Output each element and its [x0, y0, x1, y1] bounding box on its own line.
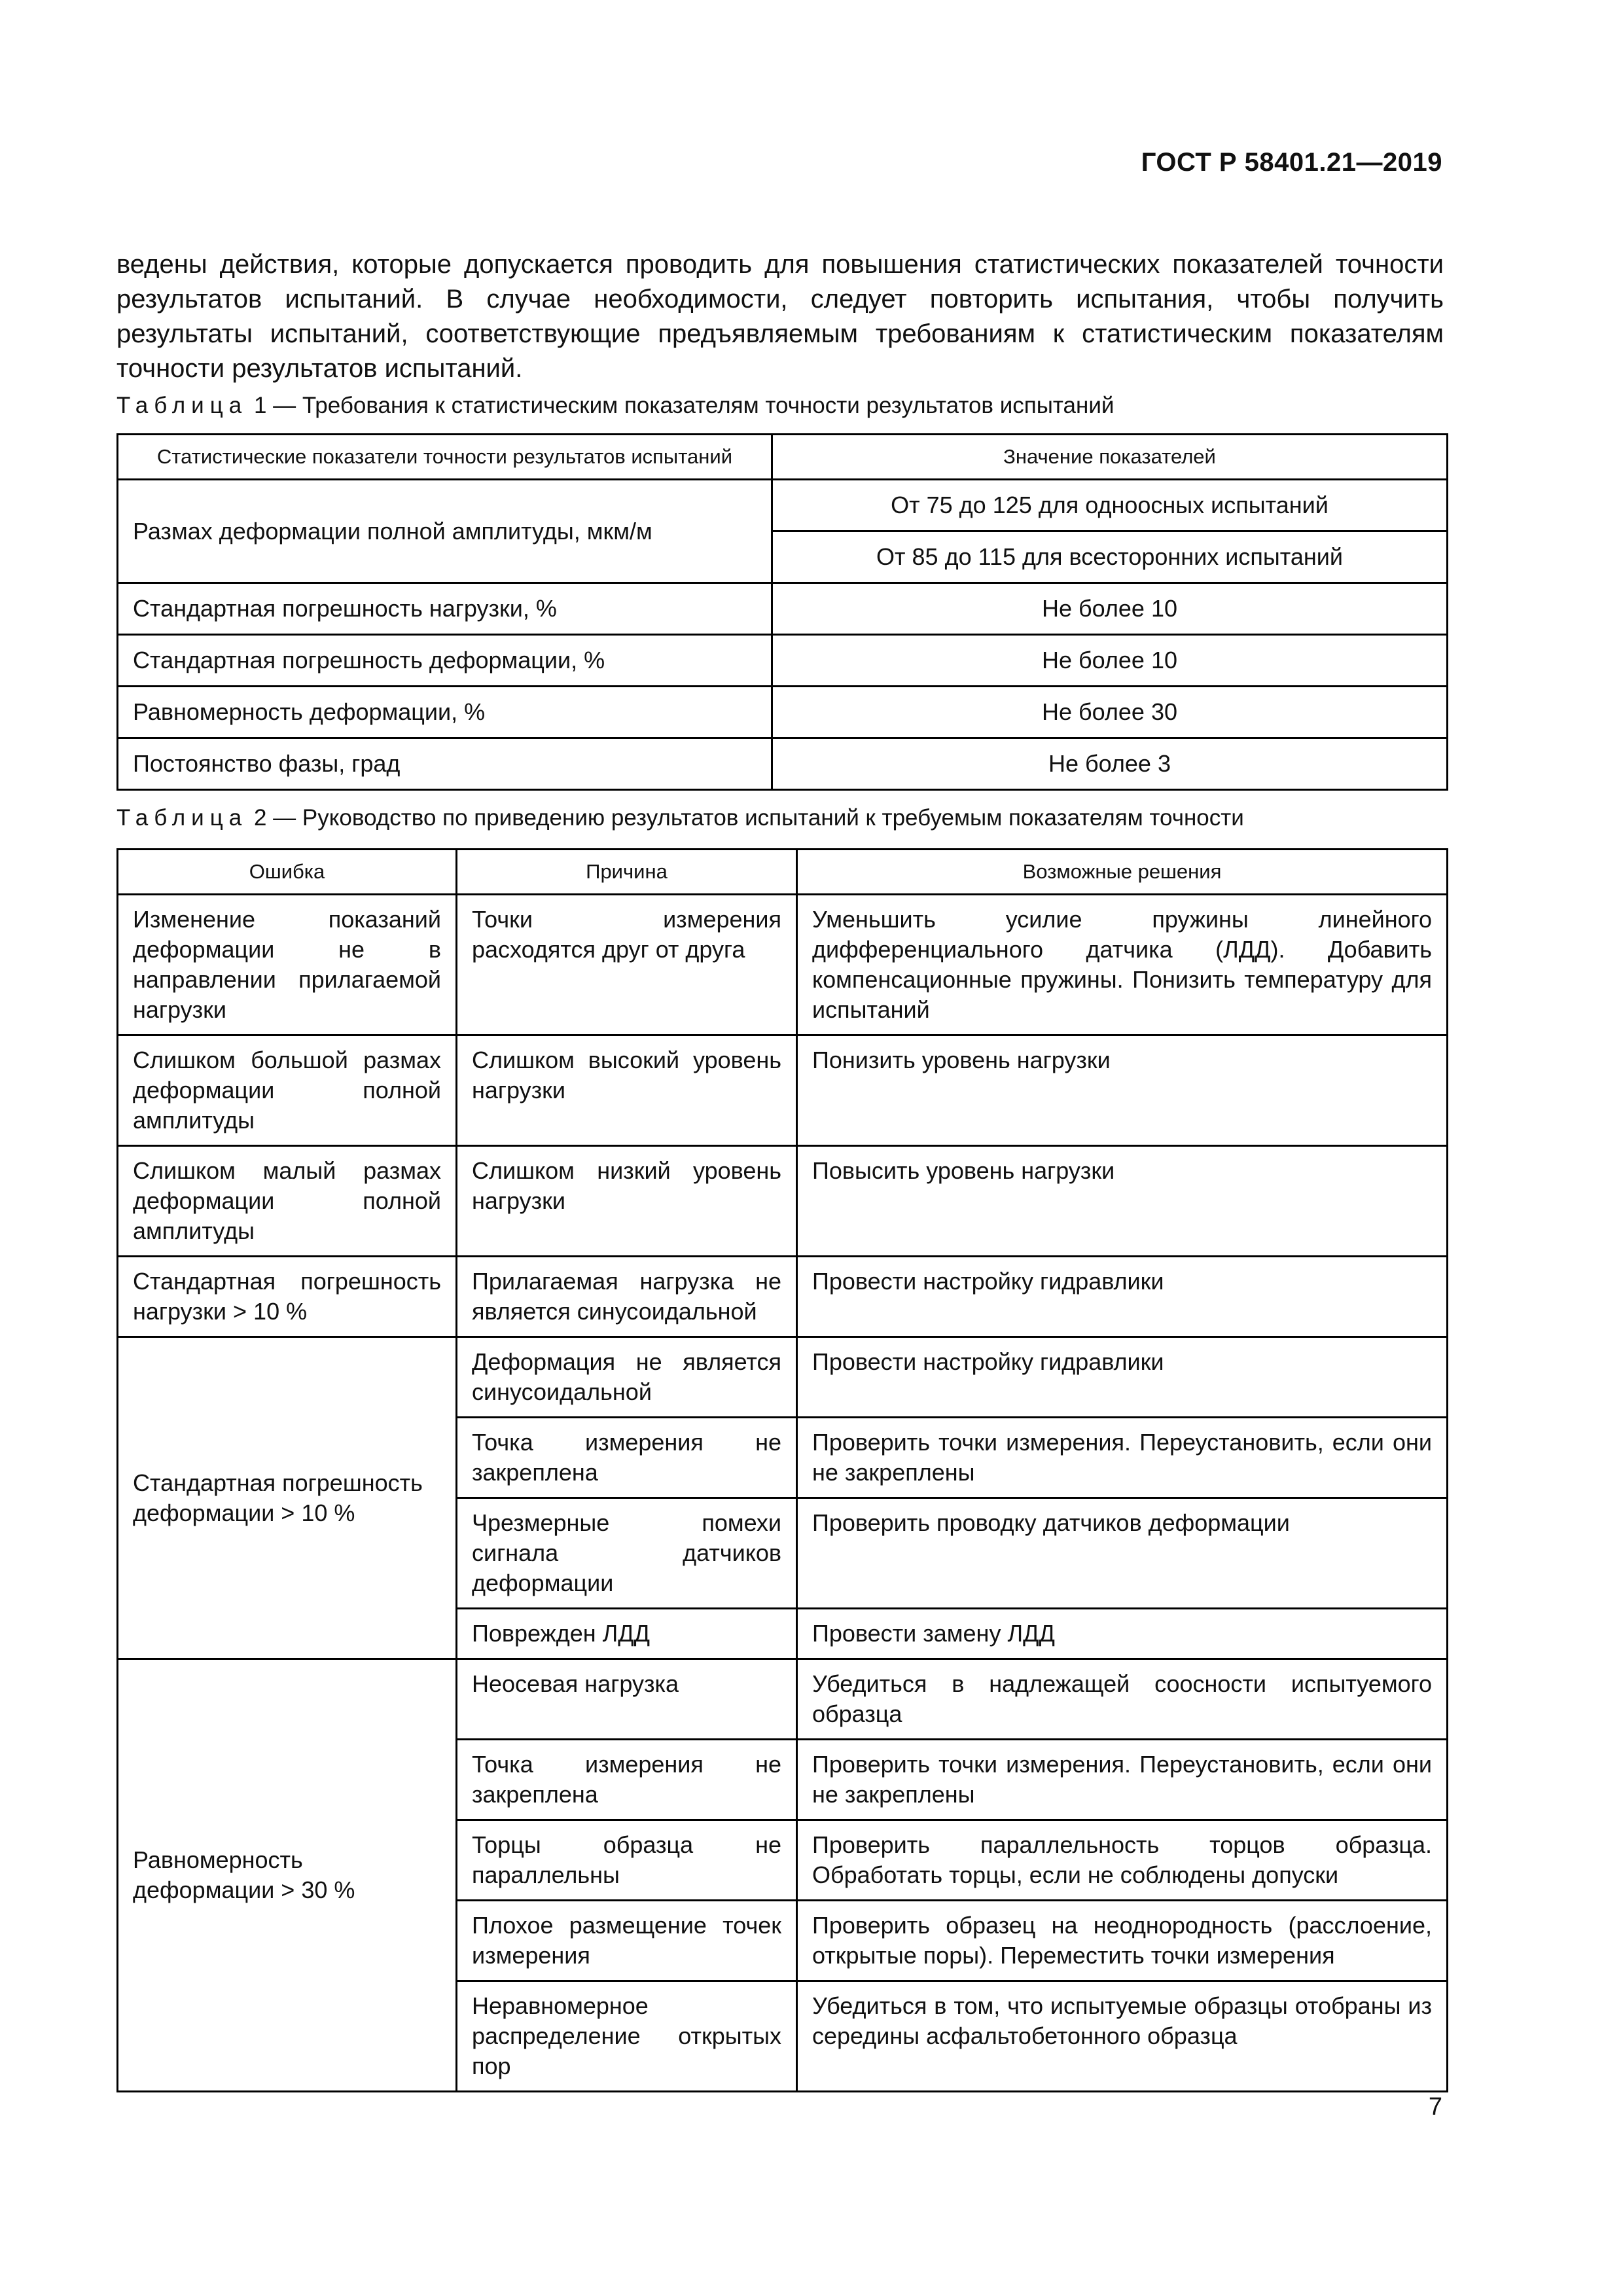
table2-header-error: Ошибка [118, 850, 457, 895]
table2-header-solution: Возможные решения [797, 850, 1448, 895]
table2-row [118, 1035, 1448, 1146]
table2-solution-cell: Провести замену ЛДД [797, 1609, 1448, 1659]
troubleshooting-table [116, 848, 1448, 2092]
table2-cause-cell: Торцы образца не параллельны [457, 1820, 797, 1901]
table2-row [118, 1257, 1448, 1337]
table2-solution-cell: Убедиться в том, что испытуемые образцы отобраны из середины асфальтобетонного образца [797, 1981, 1448, 2092]
table1-caption-text: 1 — Требования к статистическим показателям точности результатов испытаний [247, 393, 1115, 418]
table2-error-cell: Равномерность деформации > 30 % [118, 1659, 457, 2092]
table2-error-cell: Стандартная погрешность нагрузки > 10 % [118, 1257, 457, 1337]
table1-value-cell: От 85 до 115 для всесторонних испытаний [772, 531, 1448, 583]
document-code: ГОСТ Р 58401.21—2019 [1141, 148, 1442, 177]
table1-value-cell: От 75 до 125 для одноосных испытаний [772, 480, 1448, 531]
table1-header-param: Статистические показатели точности результатов испытаний [118, 435, 772, 480]
table2-row [118, 1659, 1448, 1740]
table2-row [118, 1146, 1448, 1257]
table1-row [118, 583, 1448, 635]
table1-header-row [118, 435, 1448, 480]
table2-cause-cell: Деформация не является синусоидальной [457, 1337, 797, 1418]
table2-solution-cell: Проверить образец на неоднородность (расслоение, открытые поры). Переместить точки измерения [797, 1901, 1448, 1981]
table2-solution-cell: Провести настройку гидравлики [797, 1257, 1448, 1337]
table2-solution-cell: Понизить уровень нагрузки [797, 1035, 1448, 1146]
table2-cause-cell: Поврежден ЛДД [457, 1609, 797, 1659]
accuracy-requirements-table [116, 433, 1448, 791]
table2-cause-cell: Неравномерное распределение открытых пор [457, 1981, 797, 2092]
table1-value-cell: Не более 30 [772, 687, 1448, 738]
table1-param-cell: Стандартная погрешность деформации, % [118, 635, 772, 687]
table1-param-cell: Равномерность деформации, % [118, 687, 772, 738]
intro-paragraph: ведены действия, которые допускается проводить для повышения статистических показателей точности результатов испытаний. В случае необходимости, следует повторить испытания, чтобы получить результаты испытаний, соответствующие предъявляемым требованиям к статистическим показателям точности результатов испытаний. [116, 250, 1444, 383]
table2-cause-cell: Чрезмерные помехи сигнала датчиков деформации [457, 1498, 797, 1609]
table2-cause-cell: Слишком высокий уровень нагрузки [457, 1035, 797, 1146]
table2-caption [116, 805, 1244, 831]
table1-caption [116, 393, 1114, 419]
table2-caption-text: 2 — Руководство по приведению результатов испытаний к требуемым показателям точности [247, 805, 1244, 831]
table1-row [118, 738, 1448, 790]
table1-value-cell: Не более 3 [772, 738, 1448, 790]
table2-cause-cell: Точки измерения расходятся друг от друга [457, 895, 797, 1035]
table2-cause-cell: Неосевая нагрузка [457, 1659, 797, 1740]
table1-header-value: Значение показателей [772, 435, 1448, 480]
table2-row [118, 1337, 1448, 1418]
table2-cause-cell: Плохое размещение точек измерения [457, 1901, 797, 1981]
table2-solution-cell: Проверить точки измерения. Переустановить, если они не закреплены [797, 1418, 1448, 1498]
table2-cause-cell: Прилагаемая нагрузка не является синусоидальной [457, 1257, 797, 1337]
table1-value-cell: Не более 10 [772, 635, 1448, 687]
table2-solution-cell: Повысить уровень нагрузки [797, 1146, 1448, 1257]
table2-solution-cell: Проверить параллельность торцов образца. Обработать торцы, если не соблюдены допуски [797, 1820, 1448, 1901]
table1-param-cell: Размах деформации полной амплитуды, мкм/м [118, 480, 772, 583]
table1-value-cell: Не более 10 [772, 583, 1448, 635]
table2-header-row [118, 850, 1448, 895]
table2-header-cause: Причина [457, 850, 797, 895]
table2-cause-cell: Точка измерения не закреплена [457, 1418, 797, 1498]
table2-error-cell: Изменение показаний деформации не в направлении прилагаемой нагрузки [118, 895, 457, 1035]
table2-solution-cell: Уменьшить усилие пружины линейного дифференциального датчика (ЛДД). Добавить компенсационные пружины. Понизить температуру для испытаний [797, 895, 1448, 1035]
table1-param-cell: Стандартная погрешность нагрузки, % [118, 583, 772, 635]
table2-solution-cell: Убедиться в надлежащей соосности испытуемого образца [797, 1659, 1448, 1740]
page-number: 7 [1428, 2093, 1442, 2121]
table2-solution-cell: Проверить проводку датчиков деформации [797, 1498, 1448, 1609]
table2-solution-cell: Провести настройку гидравлики [797, 1337, 1448, 1418]
table1-caption-word: Таблица [116, 393, 248, 418]
table2-error-cell: Слишком большой размах деформации полной амплитуды [118, 1035, 457, 1146]
table2-solution-cell: Проверить точки измерения. Переустановить, если они не закреплены [797, 1740, 1448, 1820]
table1-row [118, 635, 1448, 687]
table2-cause-cell: Точка измерения не закреплена [457, 1740, 797, 1820]
table1-row [118, 687, 1448, 738]
table2-error-cell: Слишком малый размах деформации полной амплитуды [118, 1146, 457, 1257]
table2-error-cell: Стандартная погрешность деформации > 10 % [118, 1337, 457, 1659]
table1-param-cell: Постоянство фазы, град [118, 738, 772, 790]
table2-row [118, 895, 1448, 1035]
table2-cause-cell: Слишком низкий уровень нагрузки [457, 1146, 797, 1257]
table2-caption-word: Таблица [116, 805, 248, 831]
table1-row [118, 480, 1448, 531]
